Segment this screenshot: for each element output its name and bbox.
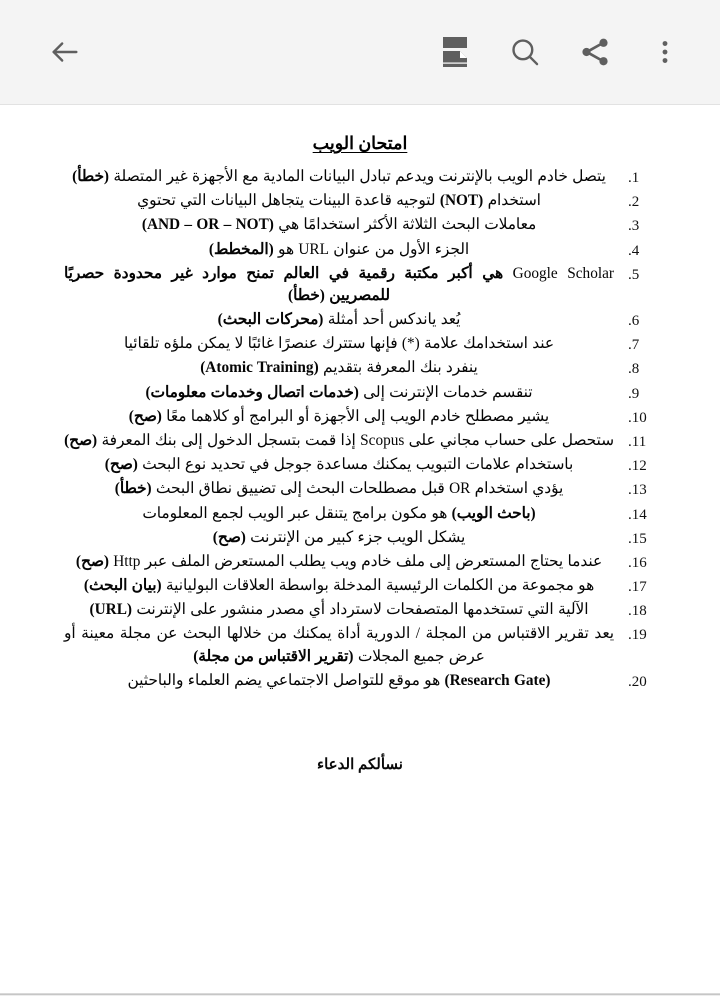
question-number: .20	[628, 673, 647, 690]
question-item	[64, 190, 656, 213]
question-number: .3	[628, 218, 640, 235]
question-item	[64, 166, 656, 189]
question-number: .12	[628, 458, 647, 475]
question-item	[64, 430, 656, 453]
question-text: يعد تقرير الاقتباس من المجلة / الدورية أداة يمكنك من خلالها البحث عن مجلة معينة أو عرض جميع المجلات (تقرير الاقتباس من مجلة)	[64, 625, 614, 666]
question-item	[64, 333, 656, 356]
question-item	[64, 670, 656, 693]
question-text: استخدام (NOT) لتوجيه قاعدة البينات يتجاهل البيانات التي تحتوي	[137, 192, 541, 210]
question-number: .13	[628, 482, 647, 499]
question-text: يتصل خادم الويب بالإنترنت ويدعم تبادل البيانات المادية مع الأجهزة غير المتصلة (خطأ)	[72, 168, 606, 185]
question-item	[64, 406, 656, 429]
question-text: باستخدام علامات التبويب يمكنك مساعدة جوجل في تحديد نوع البحث (صح)	[104, 456, 574, 474]
question-number: .11	[628, 433, 647, 450]
question-number: .6	[628, 313, 640, 329]
page-bottom-gap	[0, 996, 720, 1007]
question-number: .18	[628, 603, 647, 620]
question-text: Google Scholar هي أكبر مكتبة رقمية في العالم تمنح موارد غير محدودة حصريًا للمصريين (خطأ)	[64, 264, 614, 305]
page-fit-icon	[439, 35, 471, 69]
page-bottom-edge	[0, 993, 720, 996]
question-number: .15	[628, 530, 647, 547]
question-text: الجزء الأول من عنوان URL هو (المخطط)	[208, 240, 470, 258]
question-item	[64, 382, 656, 405]
page-view-button[interactable]	[426, 23, 484, 81]
question-item	[64, 503, 656, 526]
question-number: .9	[628, 385, 640, 402]
question-number: .4	[628, 242, 640, 259]
question-text: (باحث الويب) هو مكون برامج يتنقل عبر الويب لجمع المعلومات	[142, 504, 536, 522]
question-number: .5	[628, 266, 640, 283]
question-number: .7	[628, 337, 640, 354]
question-number: .1	[628, 170, 640, 186]
question-number: .8	[628, 361, 640, 378]
question-number: .17	[628, 579, 647, 596]
share-button[interactable]	[566, 23, 624, 81]
question-number: .2	[628, 194, 640, 211]
question-text: يُعد ياندكس أحد أمثلة (محركات البحث)	[217, 311, 461, 328]
question-text: تنقسم خدمات الإنترنت إلى (خدمات اتصال وخدمات معلومات)	[145, 383, 533, 401]
question-text: يؤدي استخدام OR قبل مصطلحات البحث إلى تضييق نطاق البحث (خطأ)	[114, 480, 564, 498]
question-text: ستحصل على حساب مجاني على Scopus إذا قمت بتسجل الدخول إلى بنك المعرفة (صح)	[64, 431, 614, 449]
question-item	[64, 527, 656, 550]
question-item	[64, 599, 656, 622]
question-list	[64, 166, 656, 693]
question-item	[64, 575, 656, 598]
question-number: .16	[628, 554, 647, 571]
question-number: .19	[628, 627, 647, 644]
question-item	[64, 239, 656, 262]
question-item	[64, 551, 656, 574]
search-icon	[508, 35, 542, 69]
question-item	[64, 309, 656, 332]
question-text: عند استخدامك علامة (*) فإنها ستترك عنصرًا غائبًا لا يمكن ملؤه تلقائيا	[123, 335, 555, 353]
document-footer: نسألكم الدعاء	[317, 756, 403, 773]
more-options-button[interactable]	[636, 23, 694, 81]
question-text: الآلية التي تستخدمها المتصفحات لاسترداد أي مصدر منشور على الإنترنت (URL)	[89, 601, 589, 619]
question-number: .10	[628, 409, 647, 426]
question-text: (Research Gate) هو موقع للتواصل الاجتماعي يضم العلماء والباحثين	[127, 671, 551, 689]
question-text: يشير مصطلح خادم الويب إلى الأجهزة أو البرامج أو كلاهما معًا (صح)	[128, 407, 550, 425]
question-text: عندما يحتاج المستعرض إلى ملف خادم ويب يطلب المستعرض الملف عبر Http (صح)	[75, 552, 603, 570]
back-button[interactable]	[36, 23, 94, 81]
question-text: يشكل الويب جزء كبير من الإنترنت (صح)	[212, 528, 466, 546]
question-item	[64, 214, 656, 237]
question-text: هو مجموعة من الكلمات الرئيسية المدخلة بواسطة العلاقات البوليانية (بيان البحث)	[83, 577, 595, 595]
share-icon	[578, 35, 612, 69]
question-item	[64, 623, 656, 668]
question-text: ينفرد بنك المعرفة بتقديم (Atomic Training)	[200, 359, 478, 377]
question-item	[64, 357, 656, 380]
app-bar	[0, 0, 720, 105]
question-item	[64, 478, 656, 501]
arrow-left-icon	[48, 35, 82, 69]
document-title: امتحان الويب	[312, 133, 408, 153]
search-button[interactable]	[496, 23, 554, 81]
question-item	[64, 454, 656, 477]
document-page[interactable]	[0, 105, 720, 1007]
question-number: .14	[628, 506, 647, 523]
question-item	[64, 263, 656, 308]
question-text: معاملات البحث الثلاثة الأكثر استخدامًا هي (AND – OR – NOT)	[141, 216, 537, 234]
more-vertical-icon	[650, 35, 680, 69]
